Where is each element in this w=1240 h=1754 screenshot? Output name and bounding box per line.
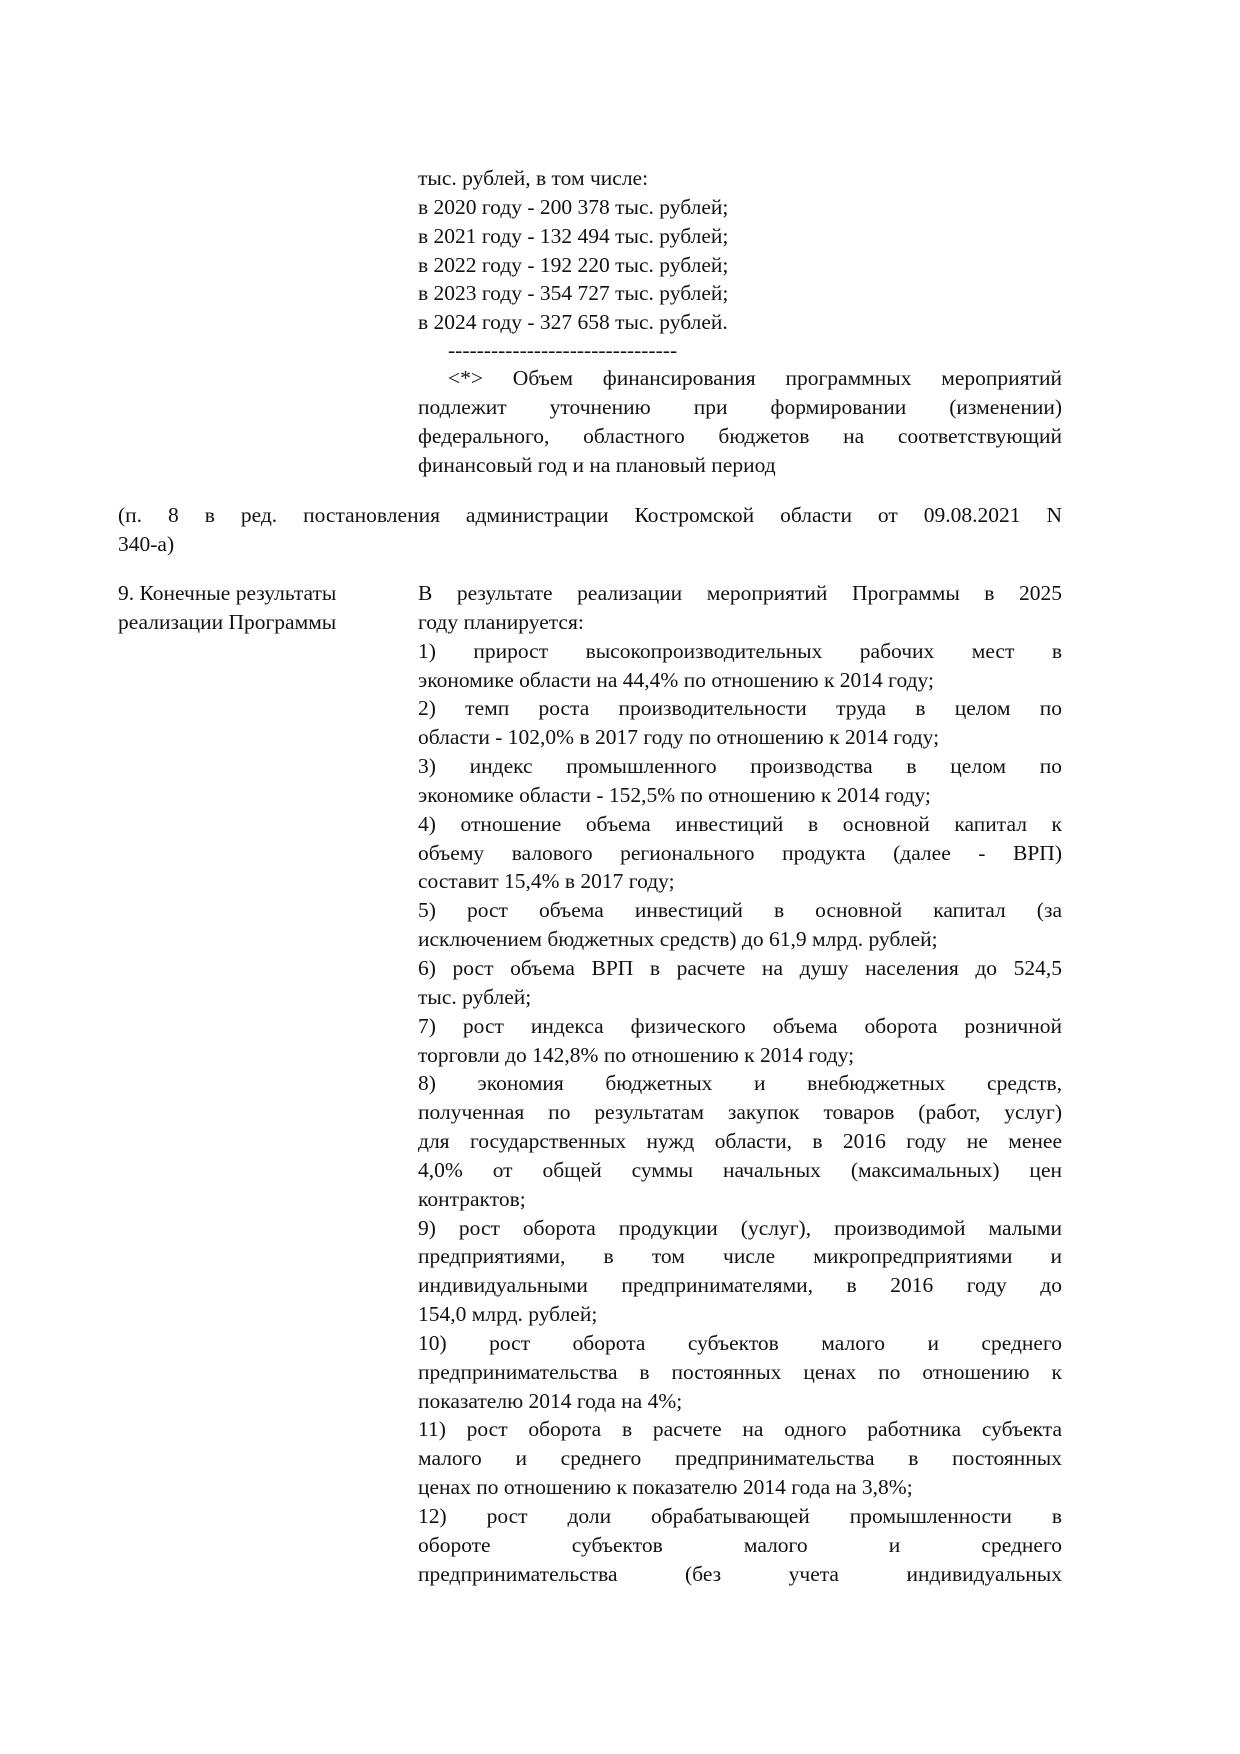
text-line: (п. 8 в ред. постановления администрации Костромской области от 09.08.2021 N — [118, 503, 1062, 527]
text-line: экономике области на 44,4% по отношению к 2014 году; — [418, 667, 934, 692]
text-line: федерального, областного бюджетов на соответствующий — [418, 423, 1062, 448]
text-line: подлежит уточнению при формировании (изменении) — [418, 394, 1062, 419]
text-line: В результате реализации мероприятий Программы в 2025 — [418, 581, 1062, 605]
text-line: обороте субъектов малого и среднего — [418, 1532, 1062, 1557]
text-line: для государственных нужд области, в 2016 году не менее — [418, 1129, 1062, 1154]
text-line: 8) экономия бюджетных и внебюджетных средств, — [418, 1071, 1062, 1096]
text-line: торговли до 142,8% по отношению к 2014 году; — [418, 1042, 855, 1067]
text-line: 4,0% от общей суммы начальных (максимальных) цен — [418, 1157, 1062, 1182]
text-line: 340-а) — [118, 531, 175, 556]
text-line: полученная по результатам закупок товаров (работ, услуг) — [418, 1100, 1062, 1125]
text-line: экономике области - 152,5% по отношению к 2014 году; — [418, 782, 931, 807]
text-line: в 2024 году - 327 658 тыс. рублей. — [418, 310, 728, 335]
text-line: предпринимательства (без учета индивидуальных — [418, 1561, 1062, 1586]
text-line: 10) рост оборота субъектов малого и среднего — [418, 1330, 1062, 1355]
text-line: 5) рост объема инвестиций в основной капитал (за — [418, 898, 1062, 923]
text-line: году планируется: — [418, 609, 584, 634]
text-line: области - 102,0% в 2017 году по отношению к 2014 году; — [418, 725, 940, 750]
text-line: 4) отношение объема инвестиций в основной капитал к — [418, 811, 1062, 836]
text-line: 9. Конечные результаты — [118, 581, 337, 605]
text-line: малого и среднего предпринимательства в постоянных — [418, 1446, 1062, 1471]
text-line: в 2021 году - 132 494 тыс. рублей; — [418, 223, 729, 248]
revision-note — [118, 501, 1062, 559]
footnote — [418, 364, 1062, 479]
text-line: реализации Программы — [118, 609, 337, 634]
text-line: 3) индекс промышленного производства в целом по — [418, 754, 1062, 779]
text-line: 154,0 млрд. рублей; — [418, 1302, 598, 1327]
text-line: 6) рост объема ВРП в расчете на душу населения до 524,5 — [418, 955, 1062, 980]
text-line: исключением бюджетных средств) до 61,9 млрд. рублей; — [418, 927, 938, 952]
text-line: показателю 2014 года на 4%; — [418, 1388, 683, 1413]
text-line: 7) рост индекса физического объема оборота розничной — [418, 1013, 1062, 1038]
text-line: 9) рост оборота продукции (услуг), производимой малыми — [418, 1215, 1062, 1240]
text-line: составит 15,4% в 2017 году; — [418, 869, 675, 894]
text-line: контрактов; — [418, 1186, 526, 1211]
text-line: объему валового регионального продукта (далее - ВРП) — [418, 840, 1062, 865]
section-9-body — [418, 579, 1062, 1589]
footnote-separator: -------------------------------- — [448, 338, 678, 362]
text-line: 1) прирост высокопроизводительных рабочих мест в — [418, 638, 1062, 663]
text-line: индивидуальными предпринимателями, в 2016 году до — [418, 1273, 1062, 1298]
text-line: в 2023 году - 354 727 тыс. рублей; — [418, 281, 729, 306]
text-line: тыс. рублей; — [418, 984, 532, 1009]
text-line: предпринимательства в постоянных ценах по отношению к — [418, 1359, 1062, 1384]
section-9-label — [118, 579, 388, 637]
text-line: 11) рост оборота в расчете на одного работника субъекта — [418, 1417, 1062, 1442]
text-line: 2) темп роста производительности труда в целом по — [418, 696, 1062, 721]
text-line: в 2020 году - 200 378 тыс. рублей; — [418, 194, 729, 219]
funding-by-year — [418, 164, 1062, 337]
text-line: 12) рост доли обрабатывающей промышленности в — [418, 1504, 1062, 1528]
text-line: ценах по отношению к показателю 2014 года на 3,8%; — [418, 1475, 913, 1500]
text-line: тыс. рублей, в том числе: — [418, 166, 649, 190]
text-line: в 2022 году - 192 220 тыс. рублей; — [418, 252, 729, 277]
text-line: предприятиями, в том числе микропредприятиями и — [418, 1244, 1062, 1269]
text-line: <*> Объем финансирования программных мероприятий — [448, 366, 1062, 390]
text-line: финансовый год и на плановый период — [418, 452, 776, 477]
